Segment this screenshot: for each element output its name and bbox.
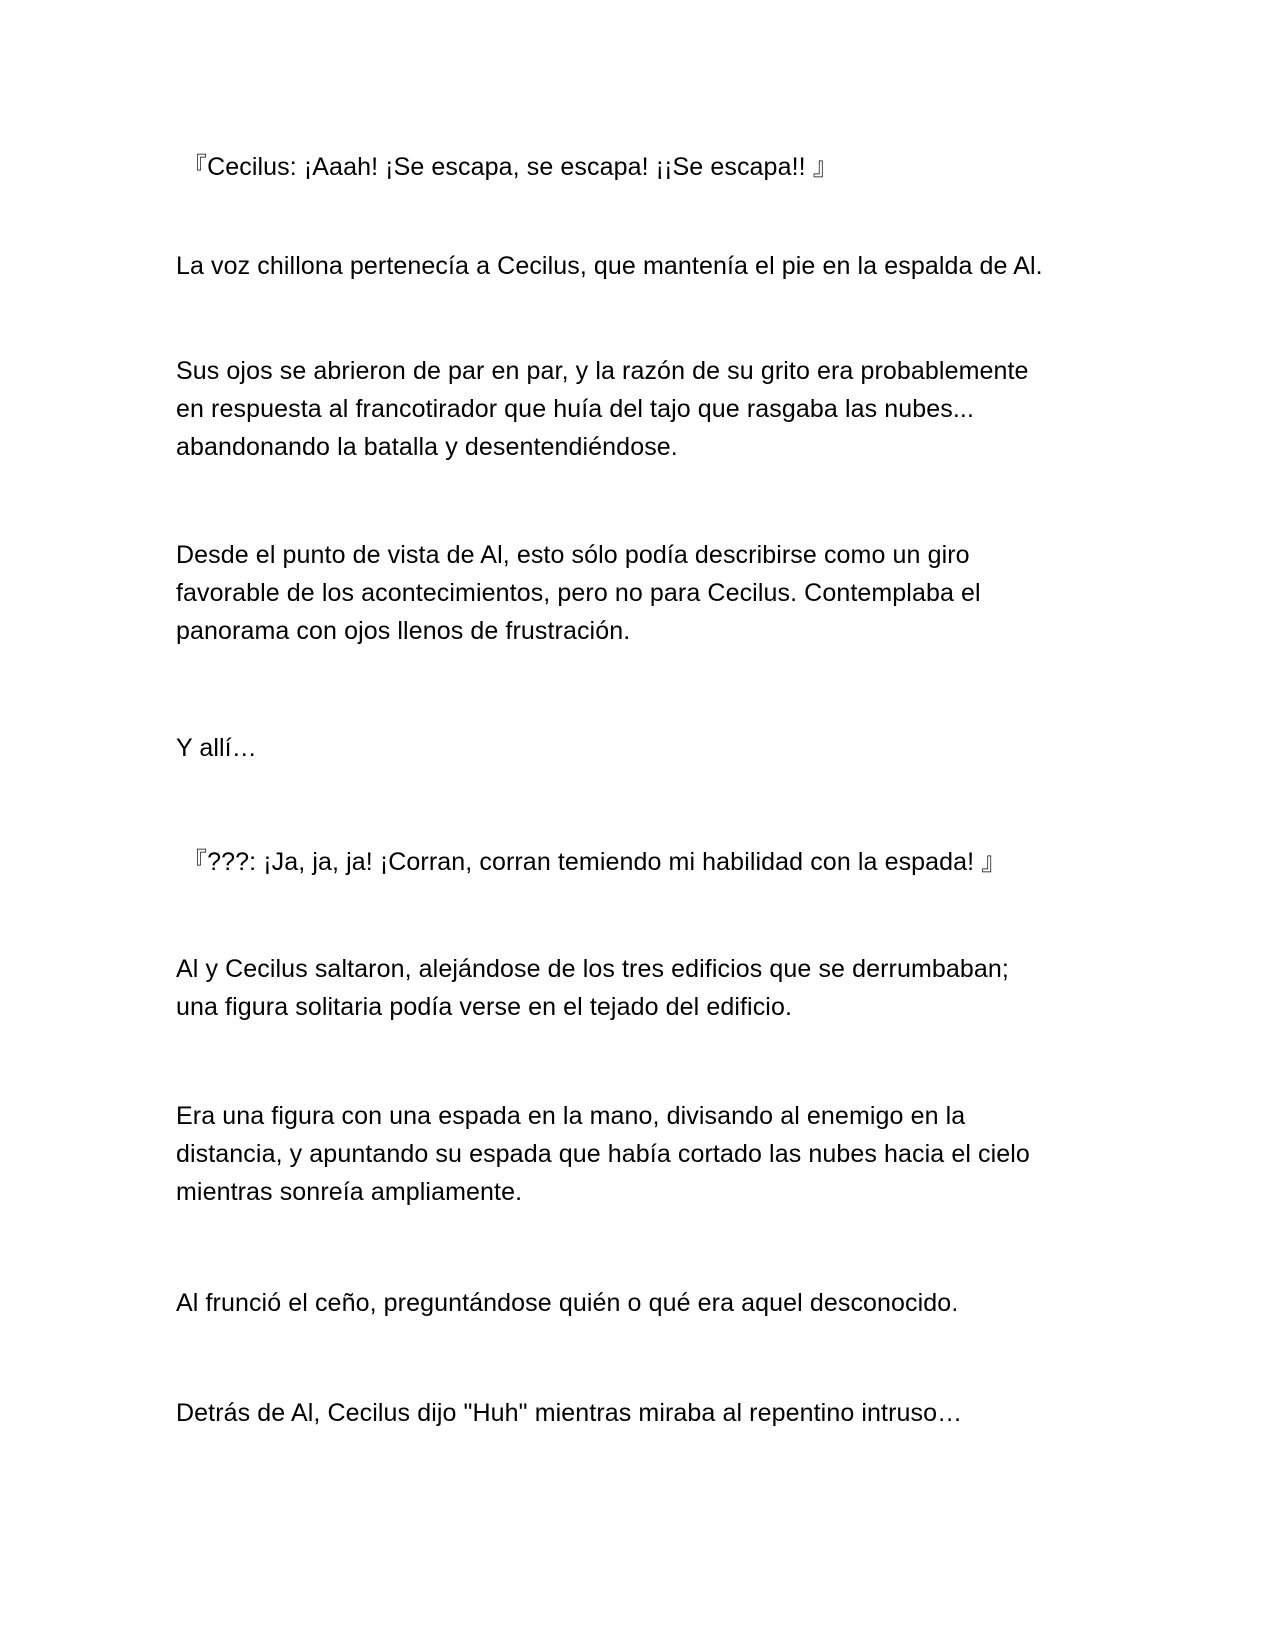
- text-line: Al y Cecilus saltaron, alejándose de los tres edificios que se derrumbaban;: [176, 955, 1009, 983]
- text-line: mientras sonreía ampliamente.: [176, 1178, 523, 1206]
- text-line: panorama con ojos llenos de frustración.: [176, 617, 631, 645]
- text-line: Detrás de Al, Cecilus dijo "Huh" mientras miraba al repentino intruso…: [176, 1399, 963, 1427]
- text-line: favorable de los acontecimientos, pero no para Cecilus. Contemplaba el: [176, 579, 981, 607]
- text-line: Al frunció el ceño, preguntándose quién o qué era aquel desconocido.: [176, 1289, 959, 1317]
- paragraph-10: [176, 1394, 1096, 1432]
- paragraph-5: [176, 729, 1096, 767]
- text-line: Sus ojos se abrieron de par en par, y la razón de su grito era probablemente: [176, 357, 1029, 385]
- paragraph-7: [176, 950, 1096, 1026]
- text-line: La voz chillona pertenecía a Cecilus, que mantenía el pie en la espalda de Al.: [176, 252, 1043, 280]
- paragraph-3: [176, 352, 1096, 466]
- text-line: 『???: ¡Ja, ja, ja! ¡Corran, corran temiendo mi habilidad con la espada! 』: [182, 848, 1007, 876]
- text-line: distancia, y apuntando su espada que había cortado las nubes hacia el cielo: [176, 1140, 1030, 1168]
- text-line: en respuesta al francotirador que huía del tajo que rasgaba las nubes...: [176, 395, 975, 423]
- text-line: Y allí…: [176, 734, 257, 762]
- paragraph-4: [176, 536, 1096, 650]
- paragraph-8: [176, 1097, 1096, 1211]
- text-line: Era una figura con una espada en la mano, divisando al enemigo en la: [176, 1102, 966, 1130]
- paragraph-dialogue-unknown: [182, 843, 1102, 881]
- paragraph-dialogue-cecilus: [182, 148, 1102, 186]
- text-line: 『Cecilus: ¡Aaah! ¡Se escapa, se escapa! ¡¡Se escapa!! 』: [182, 153, 838, 181]
- text-line: abandonando la batalla y desentendiéndose.: [176, 433, 678, 461]
- text-line: Desde el punto de vista de Al, esto sólo podía describirse como un giro: [176, 541, 970, 569]
- text-line: una figura solitaria podía verse en el tejado del edificio.: [176, 993, 793, 1021]
- paragraph-2: [176, 247, 1096, 285]
- paragraph-9: [176, 1284, 1096, 1322]
